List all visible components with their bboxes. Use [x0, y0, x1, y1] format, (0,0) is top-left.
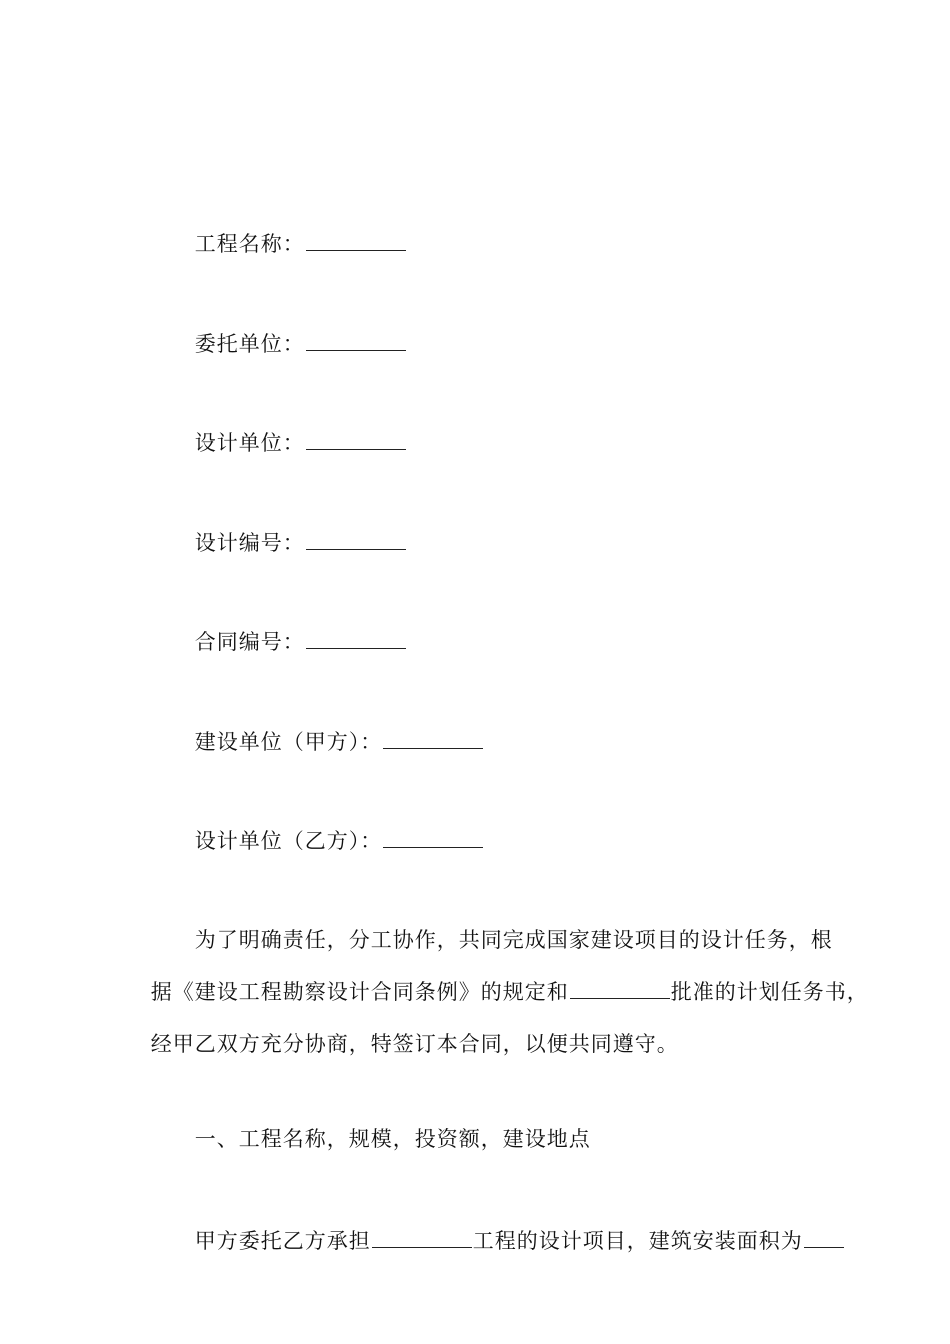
- section-1-text-a: 甲方委托乙方承担: [194, 1229, 371, 1253]
- intro-text-2a: 据《建设工程勘察设计合同条例》的规定和: [150, 980, 569, 1004]
- entrusting-unit-blank[interactable]: [306, 332, 406, 351]
- section-1-paragraph: [164, 1205, 884, 1277]
- section-1-heading: [164, 1103, 884, 1175]
- entrusting-unit-label: 委托单位：: [194, 332, 305, 356]
- design-number-blank[interactable]: [306, 531, 406, 550]
- project-blank[interactable]: [372, 1229, 472, 1248]
- contract-number-line: [164, 606, 884, 678]
- intro-text-2b: 批准的计划任务书，: [670, 980, 869, 1004]
- design-unit-blank[interactable]: [306, 431, 406, 450]
- section-1-text-b: 工程的设计项目，建筑安装面积为: [472, 1229, 803, 1253]
- entrusting-unit-line: [164, 308, 884, 380]
- project-name-line: [164, 208, 884, 280]
- design-unit-line: [164, 407, 884, 479]
- party-a-label: 建设单位（甲方）：: [194, 730, 383, 754]
- project-name-label: 工程名称：: [194, 232, 305, 256]
- design-unit-label: 设计单位：: [194, 431, 305, 455]
- party-b-label: 设计单位（乙方）：: [194, 829, 383, 853]
- intro-text-3: 经甲乙双方充分协商，特签订本合同，以便共同遵守。: [150, 1032, 679, 1056]
- contract-number-label: 合同编号：: [194, 630, 305, 654]
- party-b-line: [164, 805, 884, 877]
- design-number-label: 设计编号：: [194, 531, 305, 555]
- party-a-blank[interactable]: [383, 730, 483, 749]
- contract-number-blank[interactable]: [306, 630, 406, 649]
- intro-line-3: [120, 1008, 840, 1080]
- design-number-line: [164, 507, 884, 579]
- section-1-title: 一、工程名称，规模，投资额，建设地点: [194, 1127, 591, 1151]
- party-b-blank[interactable]: [383, 829, 483, 848]
- party-a-line: [164, 706, 884, 778]
- project-name-blank[interactable]: [306, 232, 406, 251]
- area-blank[interactable]: [804, 1229, 844, 1248]
- intro-text-1: 为了明确责任，分工协作，共同完成国家建设项目的设计任务，根: [194, 928, 833, 952]
- approval-authority-blank[interactable]: [570, 980, 670, 999]
